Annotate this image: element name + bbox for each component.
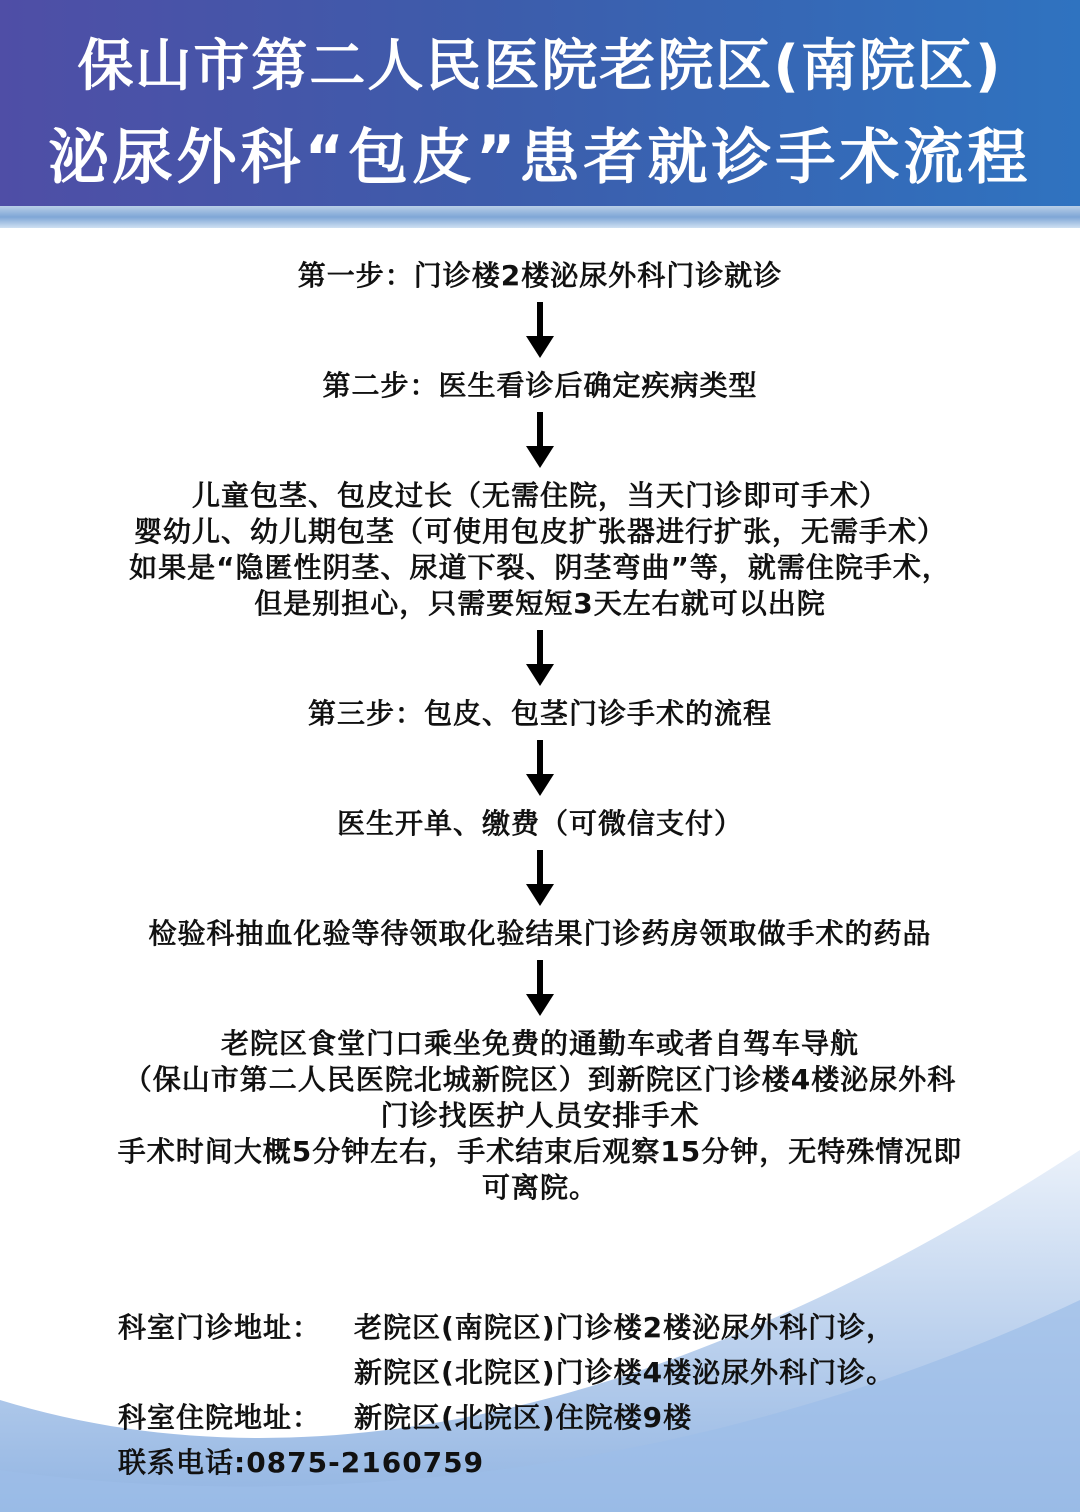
flow-step-line: 老院区食堂门口乘坐免费的通勤车或者自驾车导航 <box>220 1027 859 1060</box>
flow-step-6 <box>0 916 1080 952</box>
down-arrow-icon <box>525 630 555 686</box>
header-title-line1: 保山市第二人民医院老院区(南院区) <box>77 34 1003 99</box>
process-flowchart <box>0 258 1080 1206</box>
flow-step-5 <box>0 806 1080 842</box>
flow-step-line: 检验科抽血化验等待领取化验结果门诊药房领取做手术的药品 <box>148 917 932 950</box>
flow-step-7 <box>0 1026 1080 1206</box>
flow-step-3 <box>0 478 1080 622</box>
clinic-address-line1: 老院区(南院区)门诊楼2楼泌尿外科门诊， <box>354 1311 896 1344</box>
header-banner <box>0 0 1080 206</box>
down-arrow-icon <box>525 960 555 1016</box>
clinic-address-label: 科室门诊地址： <box>118 1311 322 1344</box>
ward-address-value: 新院区(北院区)住院楼9楼 <box>354 1401 693 1434</box>
flow-step-line: 可离院。 <box>481 1171 598 1204</box>
flow-step-line: 门诊找医护人员安排手术 <box>380 1099 700 1132</box>
flow-step-line: 如果是“隐匿性阴茎、尿道下裂、阴茎弯曲”等，就需住院手术， <box>129 551 951 584</box>
flow-step-line: 第三步：包皮、包茎门诊手术的流程 <box>307 697 772 730</box>
contact-footer <box>118 1305 1018 1485</box>
header-title-line2: 泌尿外科“包皮”患者就诊手术流程 <box>48 123 1032 193</box>
down-arrow-icon <box>525 412 555 468</box>
flow-step-line: 婴幼儿、幼儿期包茎（可使用包皮扩张器进行扩张，无需手术） <box>133 515 946 548</box>
flow-step-line: 医生开单、缴费（可微信支付） <box>336 807 743 840</box>
down-arrow-icon <box>525 740 555 796</box>
clinic-address-row <box>118 1305 1018 1350</box>
down-arrow-icon <box>525 850 555 906</box>
contact-phone: 联系电话:0875-2160759 <box>118 1446 485 1479</box>
flow-step-line: 第二步：医生看诊后确定疾病类型 <box>322 369 758 402</box>
flow-step-2 <box>0 368 1080 404</box>
down-arrow-icon <box>525 302 555 358</box>
flow-step-4 <box>0 696 1080 732</box>
clinic-address-line2: 新院区(北院区)门诊楼4楼泌尿外科门诊。 <box>354 1356 896 1389</box>
ward-address-label: 科室住院地址： <box>118 1401 322 1434</box>
flow-step-1 <box>0 258 1080 294</box>
clinic-address-row-2 <box>118 1350 1018 1395</box>
ward-address-row <box>118 1395 1018 1440</box>
header-divider-stripe <box>0 206 1080 228</box>
flow-step-line: （保山市第二人民医院北城新院区）到新院区门诊楼4楼泌尿外科 <box>123 1063 957 1096</box>
flow-step-line: 第一步：门诊楼2楼泌尿外科门诊就诊 <box>297 259 783 292</box>
flow-step-line: 手术时间大概5分钟左右，手术结束后观察15分钟，无特殊情况即 <box>117 1135 963 1168</box>
flow-step-line: 儿童包茎、包皮过长（无需住院，当天门诊即可手术） <box>191 479 888 512</box>
flow-step-line: 但是别担心，只需要短短3天左右就可以出院 <box>254 587 826 620</box>
